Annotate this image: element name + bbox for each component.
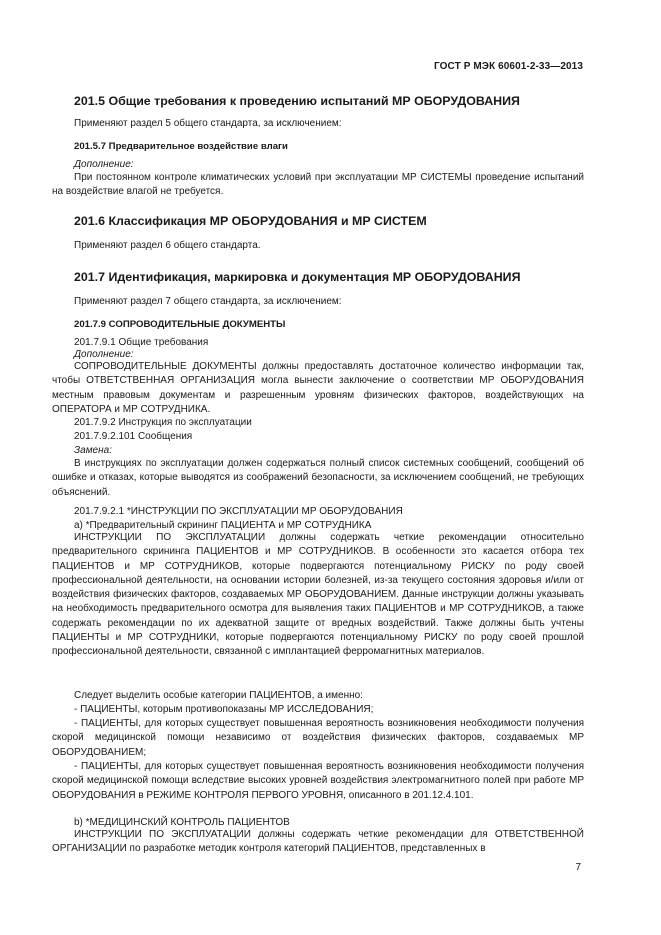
page-number: 7 bbox=[575, 862, 581, 873]
paragraph-screening: ИНСТРУКЦИИ ПО ЭКСПЛУАТАЦИИ должны содержать четкие рекомендации относительно предварительного скрининга ПАЦИЕНТОВ и МР СОТРУДНИКОВ. В особенности это касается отбора тех ПАЦИЕНТОВ и МР СОТРУДНИКОВ, которые подвергаются потенциальному РИСКУ по роду своей профессиональной деятельности, на основании истории болезней, из-за текущего состояния здоровья и/или от воздействия физических факторов, создаваемых МР ОБОРУДОВАНИЕМ. Данные инструкции должны указывать на необходимость предварительного осмотра для выявления таких ПАЦИЕНТОВ и МР СОТРУДНИКОВ, а также содержать рекомендации по их адекватной защите от вредных воздействий. Также должны быть учтены ПАЦИЕНТЫ и МР СОТРУДНИКИ, которые подвергаются потенциальному РИСКУ по роду своей прошлой профессиональной деятельности, связанной с имплантацией ферромагнитных материалов. bbox=[52, 532, 584, 658]
clause-201-7-9-2: 201.7.9.2 Инструкция по эксплуатации bbox=[74, 417, 252, 428]
replacement-label: Замена: bbox=[74, 445, 112, 456]
paragraph-messages: В инструкциях по эксплуатации должен содержаться полный список системных сообщений, сообщений об ошибке и отказах, которые выводятся из соображений безопасности, за исключением сообщений, не требующих объяснений. bbox=[52, 458, 584, 498]
section-201-7-title: 201.7 Идентификация, маркировка и документация МР ОБОРУДОВАНИЯ bbox=[74, 270, 521, 284]
item-b-heading: b) *МЕДИЦИНСКИЙ КОНТРОЛЬ ПАЦИЕНТОВ bbox=[74, 817, 290, 828]
subsection-201-5-7-title: 201.5.7 Предварительное воздействие влаги bbox=[74, 141, 288, 152]
section-201-5-intro: Применяют раздел 5 общего стандарта, за исключением: bbox=[74, 118, 342, 129]
paragraph-categories: Следует выделить особые категории ПАЦИЕНТОВ, а именно: bbox=[74, 690, 363, 701]
standard-number: ГОСТ Р МЭК 60601-2-33—2013 bbox=[434, 61, 583, 72]
addition-text: При постоянном контроле климатических условий при эксплуатации МР СИСТЕМЫ проведение испытаний на воздействие влагой не требуется. bbox=[52, 172, 584, 198]
category-3: - ПАЦИЕНТЫ, для которых существует повышенная вероятность возникновения необходимости получения скорой медицинской помощи вследствие высоких уровней воздействия электромагнитного полей при работе МР ОБОРУДОВАНИЯ в РЕЖИМЕ КОНТРОЛЯ ПЕРВОГО УРОВНЯ, описанного в 201.12.4.101. bbox=[52, 761, 584, 801]
clause-201-7-9-1: 201.7.9.1 Общие требования bbox=[74, 337, 209, 348]
subsection-201-7-9-title: 201.7.9 СОПРОВОДИТЕЛЬНЫЕ ДОКУМЕНТЫ bbox=[74, 319, 286, 330]
paragraph-accompanying-docs: СОПРОВОДИТЕЛЬНЫЕ ДОКУМЕНТЫ должны предоставлять достаточное количество информации так, чтобы ОТВЕТСТВЕННАЯ ОРГАНИЗАЦИЯ могла вынести заключение о соответствии МР ОБОРУДОВАНИЯ местным правовым документам и разрешенным уровням физических факторов, воздействующих на ОПЕРАТОРА и МР СОТРУДНИКА. bbox=[52, 361, 584, 415]
addition-label-2: Дополнение: bbox=[74, 349, 134, 360]
addition-label: Дополнение: bbox=[74, 159, 134, 170]
category-1: - ПАЦИЕНТЫ, которым противопоказаны МР ИССЛЕДОВАНИЯ; bbox=[74, 704, 374, 715]
section-201-7-intro: Применяют раздел 7 общего стандарта, за исключением: bbox=[74, 296, 342, 307]
paragraph-patient-control: ИНСТРУКЦИИ ПО ЭКСПЛУАТАЦИИ должны содержать четкие рекомендации для ОТВЕТСТВЕННОЙ ОРГАНИЗАЦИИ по разработке методик контроля категорий ПАЦИЕНТОВ, представленных в bbox=[52, 829, 584, 855]
clause-201-7-9-2-1: 201.7.9.2.1 *ИНСТРУКЦИИ ПО ЭКСПЛУАТАЦИИ МР ОБОРУДОВАНИЯ bbox=[74, 506, 403, 517]
clause-201-7-9-2-101: 201.7.9.2.101 Сообщения bbox=[74, 431, 193, 442]
section-201-5-title: 201.5 Общие требования к проведению испытаний МР ОБОРУДОВАНИЯ bbox=[74, 94, 520, 108]
section-201-6-title: 201.6 Классификация МР ОБОРУДОВАНИЯ и МР СИСТЕМ bbox=[74, 214, 427, 228]
item-a-heading: а) *Предварительный скрининг ПАЦИЕНТА и МР СОТРУДНИКА bbox=[74, 520, 372, 531]
category-2: - ПАЦИЕНТЫ, для которых существует повышенная вероятность возникновения необходимости получения скорой медицинской помощи независимо от воздействия физических факторов, создаваемых МР ОБОРУДОВАНИЕМ; bbox=[52, 718, 584, 758]
section-201-6-intro: Применяют раздел 6 общего стандарта. bbox=[74, 240, 261, 251]
